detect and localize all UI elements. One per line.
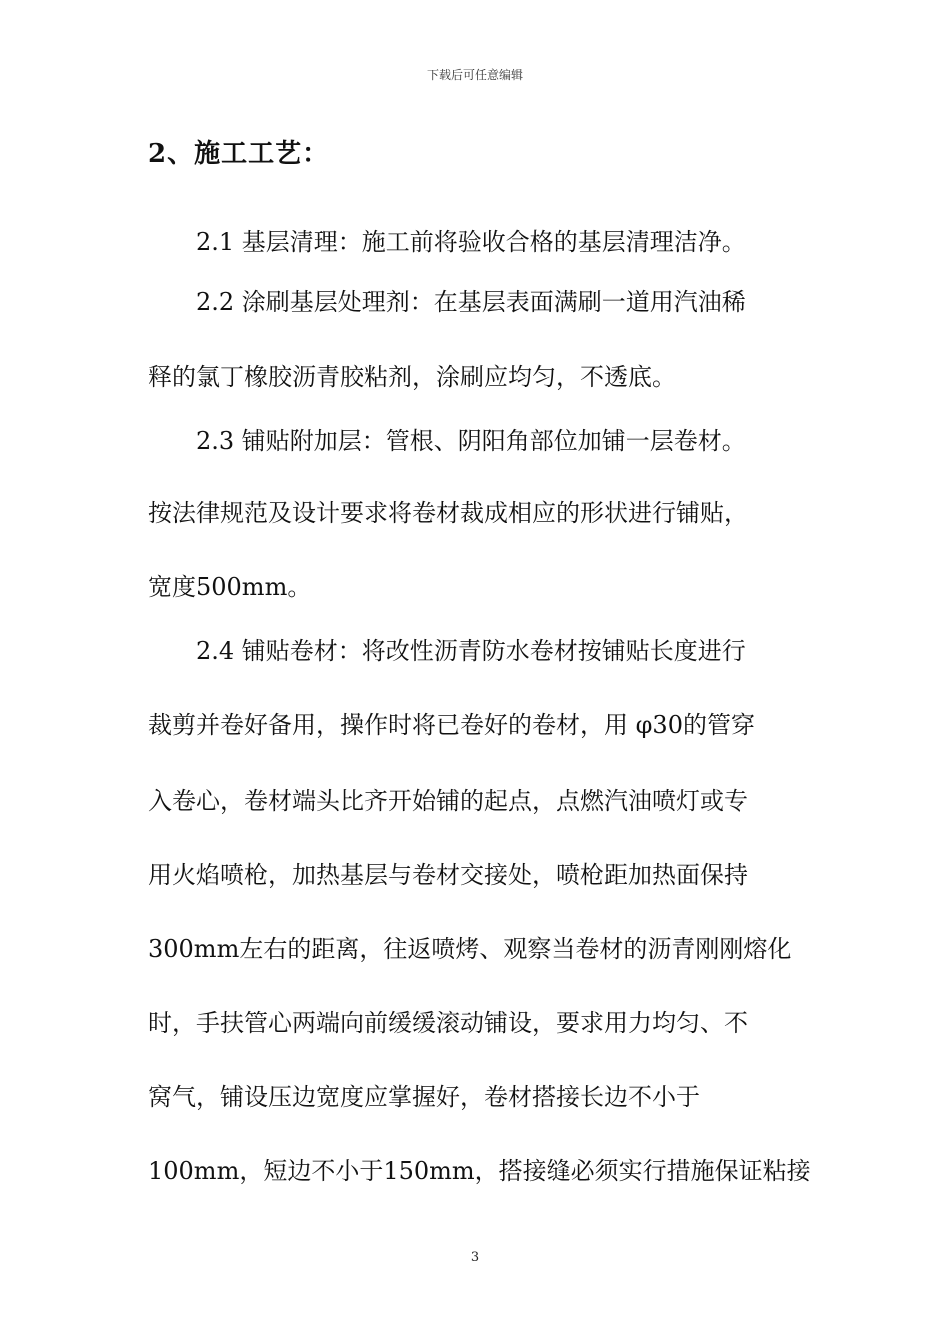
paragraph-line: 按法律规范及设计要求将卷材裁成相应的形状进行铺贴， [148, 499, 748, 527]
page-number: 3 [470, 1250, 480, 1265]
paragraph-line: 窝气，铺设压边宽度应掌握好，卷材搭接长边不小于 [148, 1083, 700, 1111]
paragraph-line: 时，手扶管心两端向前缓缓滚动铺设，要求用力均匀、不 [148, 1009, 748, 1037]
paragraph-line: 2.1 基层清理：施工前将验收合格的基层清理洁净。 [196, 228, 746, 256]
paragraph-line: 释的氯丁橡胶沥青胶粘剂，涂刷应均匀，不透底。 [148, 363, 676, 391]
paragraph-line: 用火焰喷枪，加热基层与卷材交接处，喷枪距加热面保持 [148, 861, 748, 889]
paragraph-line: 100mm，短边不小于150mm，搭接缝必须实行措施保证粘接 [148, 1157, 811, 1185]
paragraph-line: 裁剪并卷好备用，操作时将已卷好的卷材，用 φ30的管穿 [148, 711, 755, 739]
paragraph-line: 2.3 铺贴附加层：管根、阴阳角部位加铺一层卷材。 [196, 427, 746, 455]
paragraph-line: 300mm左右的距离，往返喷烤、观察当卷材的沥青刚刚熔化 [148, 935, 792, 963]
paragraph-line: 2.2 涂刷基层处理剂：在基层表面满刷一道用汽油稀 [196, 288, 746, 316]
section-title: 2、施工工艺： [148, 139, 330, 169]
paragraph-line: 2.4 铺贴卷材：将改性沥青防水卷材按铺贴长度进行 [196, 637, 746, 665]
paragraph-line: 入卷心，卷材端头比齐开始铺的起点，点燃汽油喷灯或专 [148, 787, 748, 815]
paragraph-line: 宽度500mm。 [148, 573, 312, 601]
header-note: 下载后可任意编辑 [426, 68, 523, 82]
